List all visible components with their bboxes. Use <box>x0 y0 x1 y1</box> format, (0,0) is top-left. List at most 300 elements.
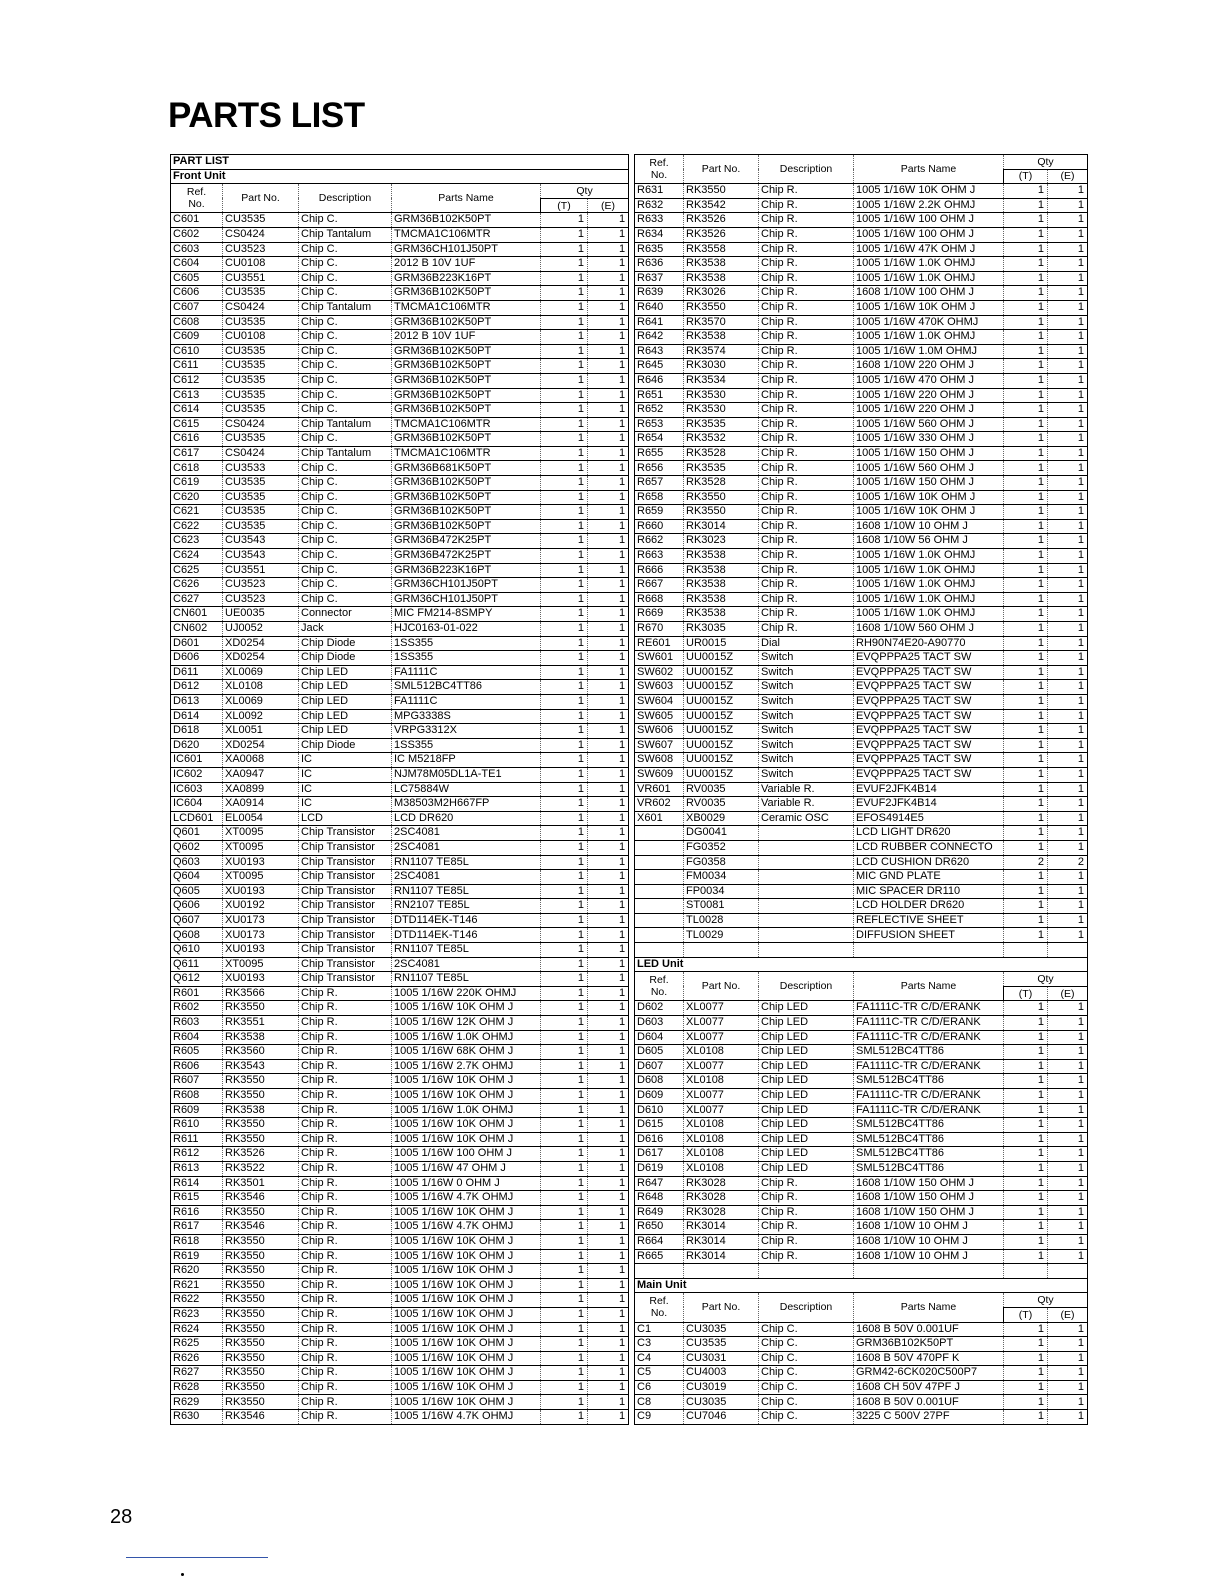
parts-name: TMCMA1C106MTR <box>392 227 541 242</box>
part-no: CU3533 <box>223 461 299 476</box>
part-no: RK3550 <box>223 1205 299 1220</box>
ref-no: C9 <box>635 1410 684 1425</box>
description: Chip LED <box>299 724 392 739</box>
table-row <box>171 592 629 607</box>
qty-e: 1 <box>1048 840 1088 855</box>
part-no: CU3535 <box>223 359 299 374</box>
ref-no <box>635 870 684 885</box>
ref-no: D608 <box>635 1074 684 1089</box>
ref-no: C624 <box>171 549 223 564</box>
description: Chip R. <box>759 227 854 242</box>
qty-e: 1 <box>588 767 629 782</box>
parts-name: SML512BC4TT86 <box>854 1074 1004 1089</box>
empty-cell <box>1004 1264 1048 1279</box>
description: Chip R. <box>759 403 854 418</box>
qty-t: 1 <box>1004 1103 1048 1118</box>
qty-t: 1 <box>541 680 588 695</box>
qty-e: 1 <box>588 330 629 345</box>
col-qty-e: (E) <box>1048 169 1088 184</box>
col-qty: Qty <box>541 184 629 199</box>
table-row <box>635 242 1088 257</box>
qty-e: 1 <box>588 1074 629 1089</box>
qty-e: 1 <box>1048 724 1088 739</box>
part-no: RK3538 <box>684 549 759 564</box>
qty-e: 1 <box>588 534 629 549</box>
description: Variable R. <box>759 797 854 812</box>
col-description: Description <box>759 155 854 184</box>
qty-t: 1 <box>1004 549 1048 564</box>
qty-e: 1 <box>588 1249 629 1264</box>
parts-name: 1608 B 50V 0.001UF <box>854 1395 1004 1410</box>
table-row <box>635 227 1088 242</box>
part-no: RK3534 <box>684 373 759 388</box>
part-no: RK3550 <box>223 1118 299 1133</box>
table-row <box>635 913 1088 928</box>
col-qty-t: (T) <box>1004 1307 1048 1322</box>
qty-e: 1 <box>1048 665 1088 680</box>
qty-t: 1 <box>1004 1191 1048 1206</box>
ref-no: Q604 <box>171 870 223 885</box>
table-row <box>171 578 629 593</box>
table-row <box>171 1380 629 1395</box>
ref-no: R665 <box>635 1249 684 1264</box>
table-row <box>635 709 1088 724</box>
part-no: UU0015Z <box>684 753 759 768</box>
parts-name: GRM36B102K50PT <box>392 432 541 447</box>
qty-e: 1 <box>588 855 629 870</box>
part-no: DG0041 <box>684 826 759 841</box>
parts-name: 1005 1/16W 10K OHM J <box>854 505 1004 520</box>
parts-name: 2SC4081 <box>392 870 541 885</box>
ref-no: R618 <box>171 1234 223 1249</box>
part-no: RK3550 <box>223 1337 299 1352</box>
parts-name: MIC FM214-8SMPY <box>392 607 541 622</box>
parts-name: DIFFUSION SHEET <box>854 928 1004 943</box>
qty-t: 1 <box>541 709 588 724</box>
parts-name: 1005 1/16W 10K OHM J <box>392 1264 541 1279</box>
description: IC <box>299 767 392 782</box>
ref-no: R625 <box>171 1337 223 1352</box>
table-row <box>171 972 629 987</box>
table-row <box>171 1103 629 1118</box>
part-no: CU0108 <box>223 330 299 345</box>
table-row <box>171 1395 629 1410</box>
description: Chip C. <box>759 1410 854 1425</box>
front-unit-section-label: Front Unit <box>171 169 629 184</box>
qty-e: 1 <box>588 636 629 651</box>
parts-name: GRM36B102K50PT <box>392 373 541 388</box>
description: Chip C. <box>299 257 392 272</box>
qty-t: 1 <box>1004 388 1048 403</box>
ref-no: Q611 <box>171 957 223 972</box>
description: Chip R. <box>299 1410 392 1425</box>
table-row <box>171 826 629 841</box>
part-no: CU3035 <box>684 1395 759 1410</box>
description: Chip R. <box>759 271 854 286</box>
ref-no: R629 <box>171 1395 223 1410</box>
description: Chip C. <box>299 213 392 228</box>
ref-no: R606 <box>171 1059 223 1074</box>
qty-t: 1 <box>1004 373 1048 388</box>
description: Chip R. <box>299 1322 392 1337</box>
ref-no: D613 <box>171 694 223 709</box>
parts-name: TMCMA1C106MTR <box>392 300 541 315</box>
part-no: CU3543 <box>223 534 299 549</box>
part-no: RK3538 <box>684 592 759 607</box>
qty-t: 1 <box>541 1161 588 1176</box>
part-no: CU3543 <box>223 549 299 564</box>
column-header-row <box>635 1293 1088 1308</box>
empty-cell <box>635 943 684 958</box>
part-no: UU0015Z <box>684 651 759 666</box>
qty-t: 2 <box>1004 855 1048 870</box>
table-row <box>171 607 629 622</box>
parts-name: 1005 1/16W 2.2K OHMJ <box>854 198 1004 213</box>
parts-name: LCD HOLDER DR620 <box>854 899 1004 914</box>
part-no: RK3550 <box>223 1234 299 1249</box>
table-row <box>171 957 629 972</box>
part-no: XA0068 <box>223 753 299 768</box>
ref-no: D609 <box>635 1089 684 1104</box>
parts-name: 1608 1/10W 150 OHM J <box>854 1176 1004 1191</box>
description: Switch <box>759 665 854 680</box>
description <box>759 855 854 870</box>
table-row <box>171 1278 629 1293</box>
col-parts-name: Parts Name <box>392 184 541 213</box>
qty-e: 1 <box>588 1016 629 1031</box>
qty-t: 1 <box>1004 1016 1048 1031</box>
qty-t: 1 <box>541 884 588 899</box>
qty-t: 1 <box>541 1307 588 1322</box>
col-qty-t: (T) <box>541 198 588 213</box>
qty-e: 1 <box>588 403 629 418</box>
parts-name: FA1111C-TR C/D/ERANK <box>854 1030 1004 1045</box>
description: Chip C. <box>299 534 392 549</box>
table-row <box>635 607 1088 622</box>
qty-t: 1 <box>541 899 588 914</box>
ref-no: R605 <box>171 1045 223 1060</box>
part-no: CU3551 <box>223 271 299 286</box>
table-row <box>171 227 629 242</box>
part-no: RK3538 <box>223 1030 299 1045</box>
description <box>759 826 854 841</box>
ref-no: C1 <box>635 1322 684 1337</box>
description: Chip Diode <box>299 636 392 651</box>
part-no: RK3550 <box>223 1132 299 1147</box>
ref-no: SW604 <box>635 694 684 709</box>
col-parts-name: Parts Name <box>854 1293 1004 1322</box>
part-no: XL0077 <box>684 1059 759 1074</box>
qty-e: 1 <box>588 884 629 899</box>
qty-t: 1 <box>541 694 588 709</box>
part-no: CU3523 <box>223 242 299 257</box>
ref-no: R611 <box>171 1132 223 1147</box>
table-row <box>171 899 629 914</box>
qty-t: 1 <box>541 1191 588 1206</box>
qty-e: 1 <box>588 490 629 505</box>
qty-e: 1 <box>1048 1249 1088 1264</box>
table-row <box>171 680 629 695</box>
ref-no: R607 <box>171 1074 223 1089</box>
qty-e: 1 <box>1048 227 1088 242</box>
parts-name: GRM36B102K50PT <box>392 213 541 228</box>
qty-t: 1 <box>1004 1176 1048 1191</box>
description <box>759 899 854 914</box>
table-row <box>171 1351 629 1366</box>
qty-t: 1 <box>1004 622 1048 637</box>
description: Chip C. <box>759 1395 854 1410</box>
parts-name: 1005 1/16W 150 OHM J <box>854 446 1004 461</box>
description: Chip R. <box>759 622 854 637</box>
table-row <box>635 461 1088 476</box>
ref-no: R637 <box>635 271 684 286</box>
qty-e: 1 <box>588 271 629 286</box>
qty-t: 1 <box>541 986 588 1001</box>
part-no: FG0352 <box>684 840 759 855</box>
qty-e: 1 <box>1048 1191 1088 1206</box>
description: Chip R. <box>759 607 854 622</box>
table-row <box>171 1249 629 1264</box>
description: Chip R. <box>759 330 854 345</box>
qty-e: 1 <box>588 315 629 330</box>
part-no: CU3523 <box>223 592 299 607</box>
qty-t: 1 <box>541 534 588 549</box>
ref-no: R639 <box>635 286 684 301</box>
parts-name: GRM36B102K50PT <box>392 344 541 359</box>
qty-t: 1 <box>541 461 588 476</box>
part-no: CU3551 <box>223 563 299 578</box>
ref-no: RE601 <box>635 636 684 651</box>
ref-no: C601 <box>171 213 223 228</box>
no-label: No. <box>188 198 205 211</box>
qty-e: 1 <box>588 1293 629 1308</box>
ref-no: D610 <box>635 1103 684 1118</box>
description: Chip C. <box>299 432 392 447</box>
parts-name: RH90N74E20-A90770 <box>854 636 1004 651</box>
qty-e: 1 <box>1048 315 1088 330</box>
description: Chip C. <box>759 1322 854 1337</box>
part-no: XA0914 <box>223 797 299 812</box>
table-row <box>171 724 629 739</box>
description: Chip C. <box>299 242 392 257</box>
parts-name: FA1111C-TR C/D/ERANK <box>854 1103 1004 1118</box>
part-no: UU0015Z <box>684 680 759 695</box>
parts-name: NJM78M05DL1A-TE1 <box>392 767 541 782</box>
table-row <box>635 1103 1088 1118</box>
ref-no: R642 <box>635 330 684 345</box>
part-no: RK3550 <box>223 1249 299 1264</box>
ref-no: R602 <box>171 1001 223 1016</box>
parts-name: IC M5218FP <box>392 753 541 768</box>
ref-no: R647 <box>635 1176 684 1191</box>
description: Switch <box>759 724 854 739</box>
ref-no: R604 <box>171 1030 223 1045</box>
parts-name: MIC SPACER DR110 <box>854 884 1004 899</box>
description: Chip R. <box>759 315 854 330</box>
part-no: XL0069 <box>223 694 299 709</box>
qty-e: 1 <box>588 578 629 593</box>
table-row <box>635 432 1088 447</box>
table-row <box>171 1220 629 1235</box>
part-no: CU3035 <box>684 1322 759 1337</box>
col-parts-name: Parts Name <box>854 155 1004 184</box>
ref-no: R609 <box>171 1103 223 1118</box>
description: Chip R. <box>299 1234 392 1249</box>
description: Chip Transistor <box>299 899 392 914</box>
ref-no: R627 <box>171 1366 223 1381</box>
ref-label: Ref. <box>186 186 207 199</box>
parts-name: 1005 1/16W 470 OHM J <box>854 373 1004 388</box>
qty-t: 1 <box>541 1395 588 1410</box>
ref-no: R643 <box>635 344 684 359</box>
qty-t: 1 <box>541 344 588 359</box>
qty-e: 1 <box>1048 592 1088 607</box>
part-no: RK3014 <box>684 1234 759 1249</box>
parts-name: RN2107 TE85L <box>392 899 541 914</box>
empty-cell <box>635 1264 684 1279</box>
qty-e: 1 <box>1048 1030 1088 1045</box>
description: LCD <box>299 811 392 826</box>
qty-e: 1 <box>588 476 629 491</box>
description: Chip C. <box>299 359 392 374</box>
qty-e: 1 <box>588 505 629 520</box>
parts-name: 1005 1/16W 10K OHM J <box>392 1089 541 1104</box>
part-no: RK3550 <box>223 1001 299 1016</box>
ref-no: C625 <box>171 563 223 578</box>
description: Switch <box>759 753 854 768</box>
description: Chip C. <box>299 476 392 491</box>
table-row <box>171 1234 629 1249</box>
parts-name: 1608 1/10W 150 OHM J <box>854 1205 1004 1220</box>
parts-name: 1005 1/16W 47K OHM J <box>854 242 1004 257</box>
qty-e: 1 <box>588 928 629 943</box>
qty-e: 1 <box>1048 505 1088 520</box>
qty-e: 1 <box>588 1103 629 1118</box>
qty-t: 1 <box>541 1118 588 1133</box>
qty-e: 1 <box>1048 1045 1088 1060</box>
parts-name: 1005 1/16W 10K OHM J <box>392 1074 541 1089</box>
parts-name: HJC0163-01-022 <box>392 622 541 637</box>
description: Chip R. <box>759 1176 854 1191</box>
description: Chip R. <box>759 373 854 388</box>
ref-no: R669 <box>635 607 684 622</box>
parts-name: 1005 1/16W 10K OHM J <box>392 1395 541 1410</box>
ref-no: C620 <box>171 490 223 505</box>
table-row <box>635 403 1088 418</box>
parts-name: 2012 B 10V 1UF <box>392 330 541 345</box>
table-row <box>635 315 1088 330</box>
qty-e: 1 <box>1048 1161 1088 1176</box>
description: Chip R. <box>299 1147 392 1162</box>
qty-t: 1 <box>1004 636 1048 651</box>
description: Chip R. <box>759 519 854 534</box>
col-qty-e: (E) <box>588 198 629 213</box>
table-row <box>635 1147 1088 1162</box>
ref-no: Q603 <box>171 855 223 870</box>
empty-cell <box>1004 943 1048 958</box>
qty-e: 1 <box>588 359 629 374</box>
qty-e: 1 <box>588 709 629 724</box>
table-row <box>635 1410 1088 1425</box>
qty-e: 1 <box>588 1161 629 1176</box>
parts-name: 1608 1/10W 560 OHM J <box>854 622 1004 637</box>
parts-name: EVUF2JFK4B14 <box>854 797 1004 812</box>
part-no: RK3014 <box>684 1249 759 1264</box>
description: Chip R. <box>759 359 854 374</box>
qty-t: 1 <box>1004 1351 1048 1366</box>
table-row <box>171 1366 629 1381</box>
parts-name: LC75884W <box>392 782 541 797</box>
qty-e: 1 <box>1048 899 1088 914</box>
qty-e: 1 <box>588 300 629 315</box>
table-row <box>171 1322 629 1337</box>
ref-no: R614 <box>171 1176 223 1191</box>
parts-name: GRM36B102K50PT <box>392 403 541 418</box>
ref-no: C605 <box>171 271 223 286</box>
table-row <box>635 797 1088 812</box>
table-row <box>635 884 1088 899</box>
ref-no: R650 <box>635 1220 684 1235</box>
description: Chip R. <box>299 1249 392 1264</box>
description: Chip R. <box>759 490 854 505</box>
parts-name: FA1111C-TR C/D/ERANK <box>854 1001 1004 1016</box>
ref-no: IC601 <box>171 753 223 768</box>
parts-name: 1005 1/16W 1.0K OHMJ <box>392 1103 541 1118</box>
parts-name: 1608 1/10W 100 OHM J <box>854 286 1004 301</box>
description: Chip R. <box>299 1351 392 1366</box>
front-unit-parts-table <box>170 154 629 1425</box>
table-row <box>171 286 629 301</box>
part-no: RK3538 <box>223 1103 299 1118</box>
table-row <box>635 899 1088 914</box>
qty-e: 1 <box>1048 242 1088 257</box>
qty-e: 1 <box>1048 519 1088 534</box>
ref-no: R636 <box>635 257 684 272</box>
description: Chip C. <box>299 505 392 520</box>
qty-t: 1 <box>541 1278 588 1293</box>
table-row <box>635 1380 1088 1395</box>
qty-t: 1 <box>541 1366 588 1381</box>
description: Chip LED <box>299 665 392 680</box>
qty-e: 1 <box>588 665 629 680</box>
ref-no: R655 <box>635 446 684 461</box>
qty-t: 1 <box>1004 286 1048 301</box>
col-ref-no <box>635 972 684 1001</box>
qty-t: 1 <box>1004 490 1048 505</box>
qty-t: 1 <box>541 257 588 272</box>
table-row <box>171 1161 629 1176</box>
ref-no: SW605 <box>635 709 684 724</box>
ref-no: X601 <box>635 811 684 826</box>
qty-e: 1 <box>1048 534 1088 549</box>
qty-t: 1 <box>541 753 588 768</box>
table-row <box>171 563 629 578</box>
qty-t: 1 <box>541 563 588 578</box>
qty-e: 1 <box>1048 1380 1088 1395</box>
description: Chip LED <box>759 1074 854 1089</box>
parts-name: 1608 1/10W 10 OHM J <box>854 1234 1004 1249</box>
table-row <box>171 811 629 826</box>
parts-name: 1005 1/16W 10K OHM J <box>392 1278 541 1293</box>
description: Chip R. <box>299 1118 392 1133</box>
ref-no: R613 <box>171 1161 223 1176</box>
table-row <box>635 680 1088 695</box>
qty-t: 1 <box>541 1220 588 1235</box>
description: Chip Transistor <box>299 855 392 870</box>
table-row <box>171 373 629 388</box>
table-row <box>171 1293 629 1308</box>
parts-name: GRM36B102K50PT <box>392 505 541 520</box>
